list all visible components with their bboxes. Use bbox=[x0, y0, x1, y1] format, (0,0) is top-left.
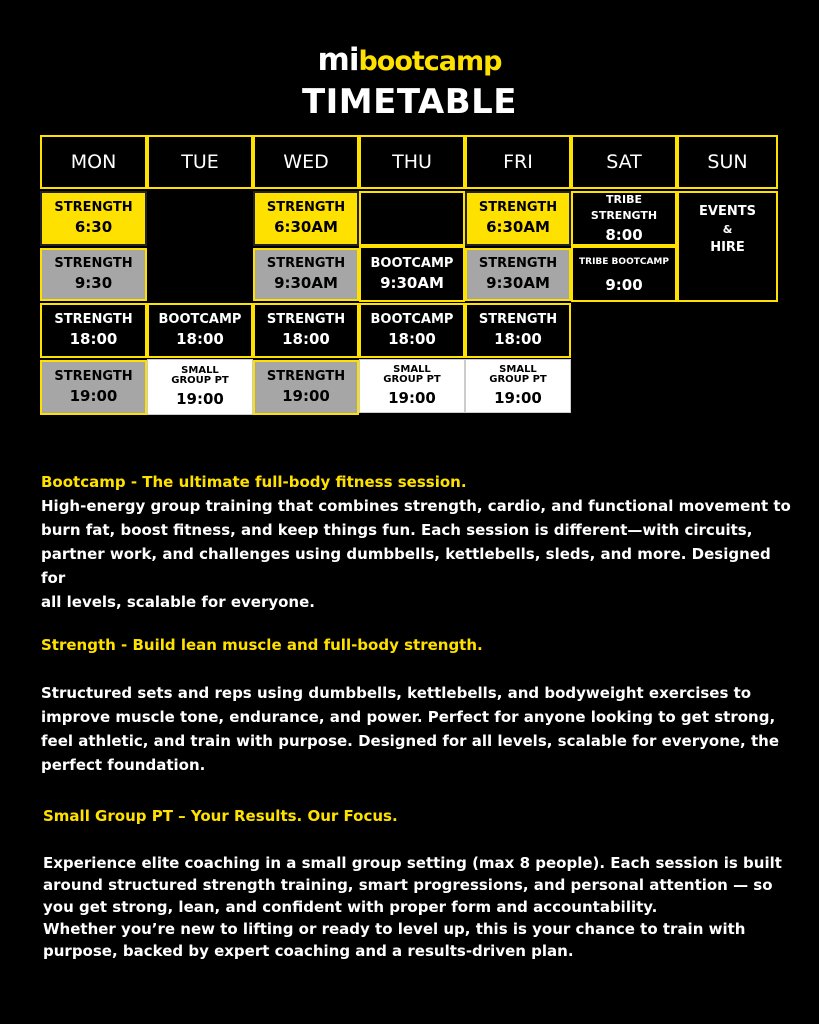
day-header-sat: SAT bbox=[571, 135, 677, 189]
pt-line: purpose, backed by expert coaching and a results-driven plan. bbox=[43, 942, 574, 960]
day-header-thu: THU bbox=[359, 135, 465, 189]
session-name: SMALL GROUP PT bbox=[171, 364, 229, 386]
session-name: STRENGTH bbox=[478, 312, 558, 327]
session-mon-2 bbox=[40, 248, 147, 301]
session-name: STRENGTH bbox=[478, 256, 558, 271]
session-time: 18:00 bbox=[282, 330, 330, 348]
strength-description bbox=[41, 633, 791, 777]
pt-heading: Small Group PT – Your Results. Our Focus. bbox=[43, 807, 398, 825]
session-time: 19:00 bbox=[494, 388, 542, 407]
session-thu-2 bbox=[359, 303, 465, 358]
day-header-wed: WED bbox=[253, 135, 359, 189]
day-header-tue: TUE bbox=[147, 135, 253, 189]
session-sat-2 bbox=[571, 246, 677, 302]
session-time: 9:30 bbox=[74, 274, 113, 292]
day-header-mon: MON bbox=[40, 135, 147, 189]
session-name: STRENGTH bbox=[54, 200, 133, 215]
session-wed-2 bbox=[253, 248, 359, 301]
session-name: SMALL GROUP PT bbox=[489, 363, 547, 385]
session-fri-4 bbox=[465, 359, 571, 413]
session-name: STRENGTH bbox=[478, 200, 558, 215]
session-thu-3 bbox=[359, 359, 465, 413]
bootcamp-description bbox=[41, 470, 791, 614]
session-name: TRIBE STRENGTH bbox=[590, 193, 658, 222]
session-mon-4 bbox=[40, 360, 147, 415]
session-name: BOOTCAMP bbox=[370, 312, 454, 327]
pt-line: Experience elite coaching in a small group setting (max 8 people). Each session is built bbox=[43, 854, 782, 872]
pt-description bbox=[43, 804, 793, 962]
session-mon-3 bbox=[40, 303, 147, 358]
session-wed-4 bbox=[253, 360, 359, 415]
strength-line: Structured sets and reps using dumbbells, kettlebells, and bodyweight exercises to bbox=[41, 684, 752, 702]
session-name: BOOTCAMP bbox=[370, 255, 454, 271]
session-time: 6:30AM bbox=[486, 218, 550, 236]
brand-logo bbox=[0, 40, 819, 82]
bootcamp-line: High-energy group training that combines strength, cardio, and functional movement to bbox=[41, 497, 791, 515]
session-time: 9:30AM bbox=[380, 273, 444, 292]
strength-heading: Strength - Build lean muscle and full-body strength. bbox=[41, 636, 483, 654]
session-time: 9:30AM bbox=[274, 274, 338, 292]
bootcamp-line: partner work, and challenges using dumbbells, kettlebells, sleds, and more. Designed for bbox=[41, 545, 771, 587]
pt-line: around structured strength training, smart progressions, and personal attention — so bbox=[43, 876, 773, 894]
session-time: 9:00 bbox=[605, 275, 643, 294]
bootcamp-line: all levels, scalable for everyone. bbox=[41, 593, 315, 611]
brand-logo-bootcamp: bootcamp bbox=[358, 46, 502, 77]
session-name: STRENGTH bbox=[266, 312, 346, 327]
session-time: 18:00 bbox=[494, 330, 542, 348]
strength-line: feel athletic, and train with purpose. Designed for all levels, scalable for everyone, the bbox=[41, 732, 779, 750]
session-time: 6:30AM bbox=[274, 218, 338, 236]
sun-line3: HIRE bbox=[710, 240, 745, 255]
sun-line2: & bbox=[722, 223, 733, 236]
session-wed-1 bbox=[253, 191, 359, 246]
bootcamp-line: burn fat, boost fitness, and keep things fun. Each session is different—with circuits, bbox=[41, 521, 753, 539]
session-thu-1 bbox=[359, 246, 465, 302]
session-name: BOOTCAMP bbox=[158, 312, 242, 327]
session-mon-1 bbox=[40, 191, 147, 246]
page-title: TIMETABLE bbox=[301, 82, 518, 122]
session-time: 19:00 bbox=[282, 387, 330, 405]
day-header-fri: FRI bbox=[465, 135, 571, 189]
session-time: 19:00 bbox=[69, 387, 118, 405]
session-time: 18:00 bbox=[69, 330, 118, 348]
session-name: STRENGTH bbox=[266, 200, 346, 215]
session-fri-1 bbox=[465, 191, 571, 246]
session-time: 18:00 bbox=[388, 330, 436, 348]
session-tue-2 bbox=[147, 359, 253, 415]
session-time: 8:00 bbox=[605, 226, 643, 244]
session-name: STRENGTH bbox=[54, 256, 133, 271]
strength-line: improve muscle tone, endurance, and power. Perfect for anyone looking to get strong, bbox=[41, 708, 776, 726]
strength-line: perfect foundation. bbox=[41, 756, 206, 774]
sun-line1: EVENTS bbox=[699, 204, 756, 219]
empty-slot-tue bbox=[147, 191, 253, 301]
session-name: STRENGTH bbox=[54, 312, 133, 327]
session-sun-events bbox=[677, 191, 778, 302]
session-name: TRIBE BOOTCAMP bbox=[579, 256, 669, 267]
session-sat-1 bbox=[571, 191, 677, 246]
day-header-sun: SUN bbox=[677, 135, 778, 189]
session-tue-1 bbox=[147, 303, 253, 358]
session-time: 6:30 bbox=[74, 218, 113, 236]
session-time: 9:30AM bbox=[486, 274, 550, 292]
session-time: 19:00 bbox=[388, 388, 436, 407]
session-time: 18:00 bbox=[176, 330, 224, 348]
pt-line: Whether you’re new to lifting or ready to level up, this is your chance to train with bbox=[43, 920, 746, 938]
session-wed-3 bbox=[253, 303, 359, 358]
pt-line: you get strong, lean, and confident with proper form and accountability. bbox=[43, 898, 658, 916]
brand-logo-mi: mi bbox=[317, 42, 359, 78]
session-name: STRENGTH bbox=[266, 256, 346, 271]
session-time: 19:00 bbox=[176, 389, 224, 408]
bootcamp-heading: Bootcamp - The ultimate full-body fitness session. bbox=[41, 473, 467, 491]
session-fri-3 bbox=[465, 303, 571, 358]
session-name: SMALL GROUP PT bbox=[383, 363, 441, 385]
session-fri-2 bbox=[465, 248, 571, 301]
session-name: STRENGTH bbox=[266, 369, 346, 384]
empty-slot-thu bbox=[359, 191, 465, 246]
session-name: STRENGTH bbox=[54, 369, 133, 384]
